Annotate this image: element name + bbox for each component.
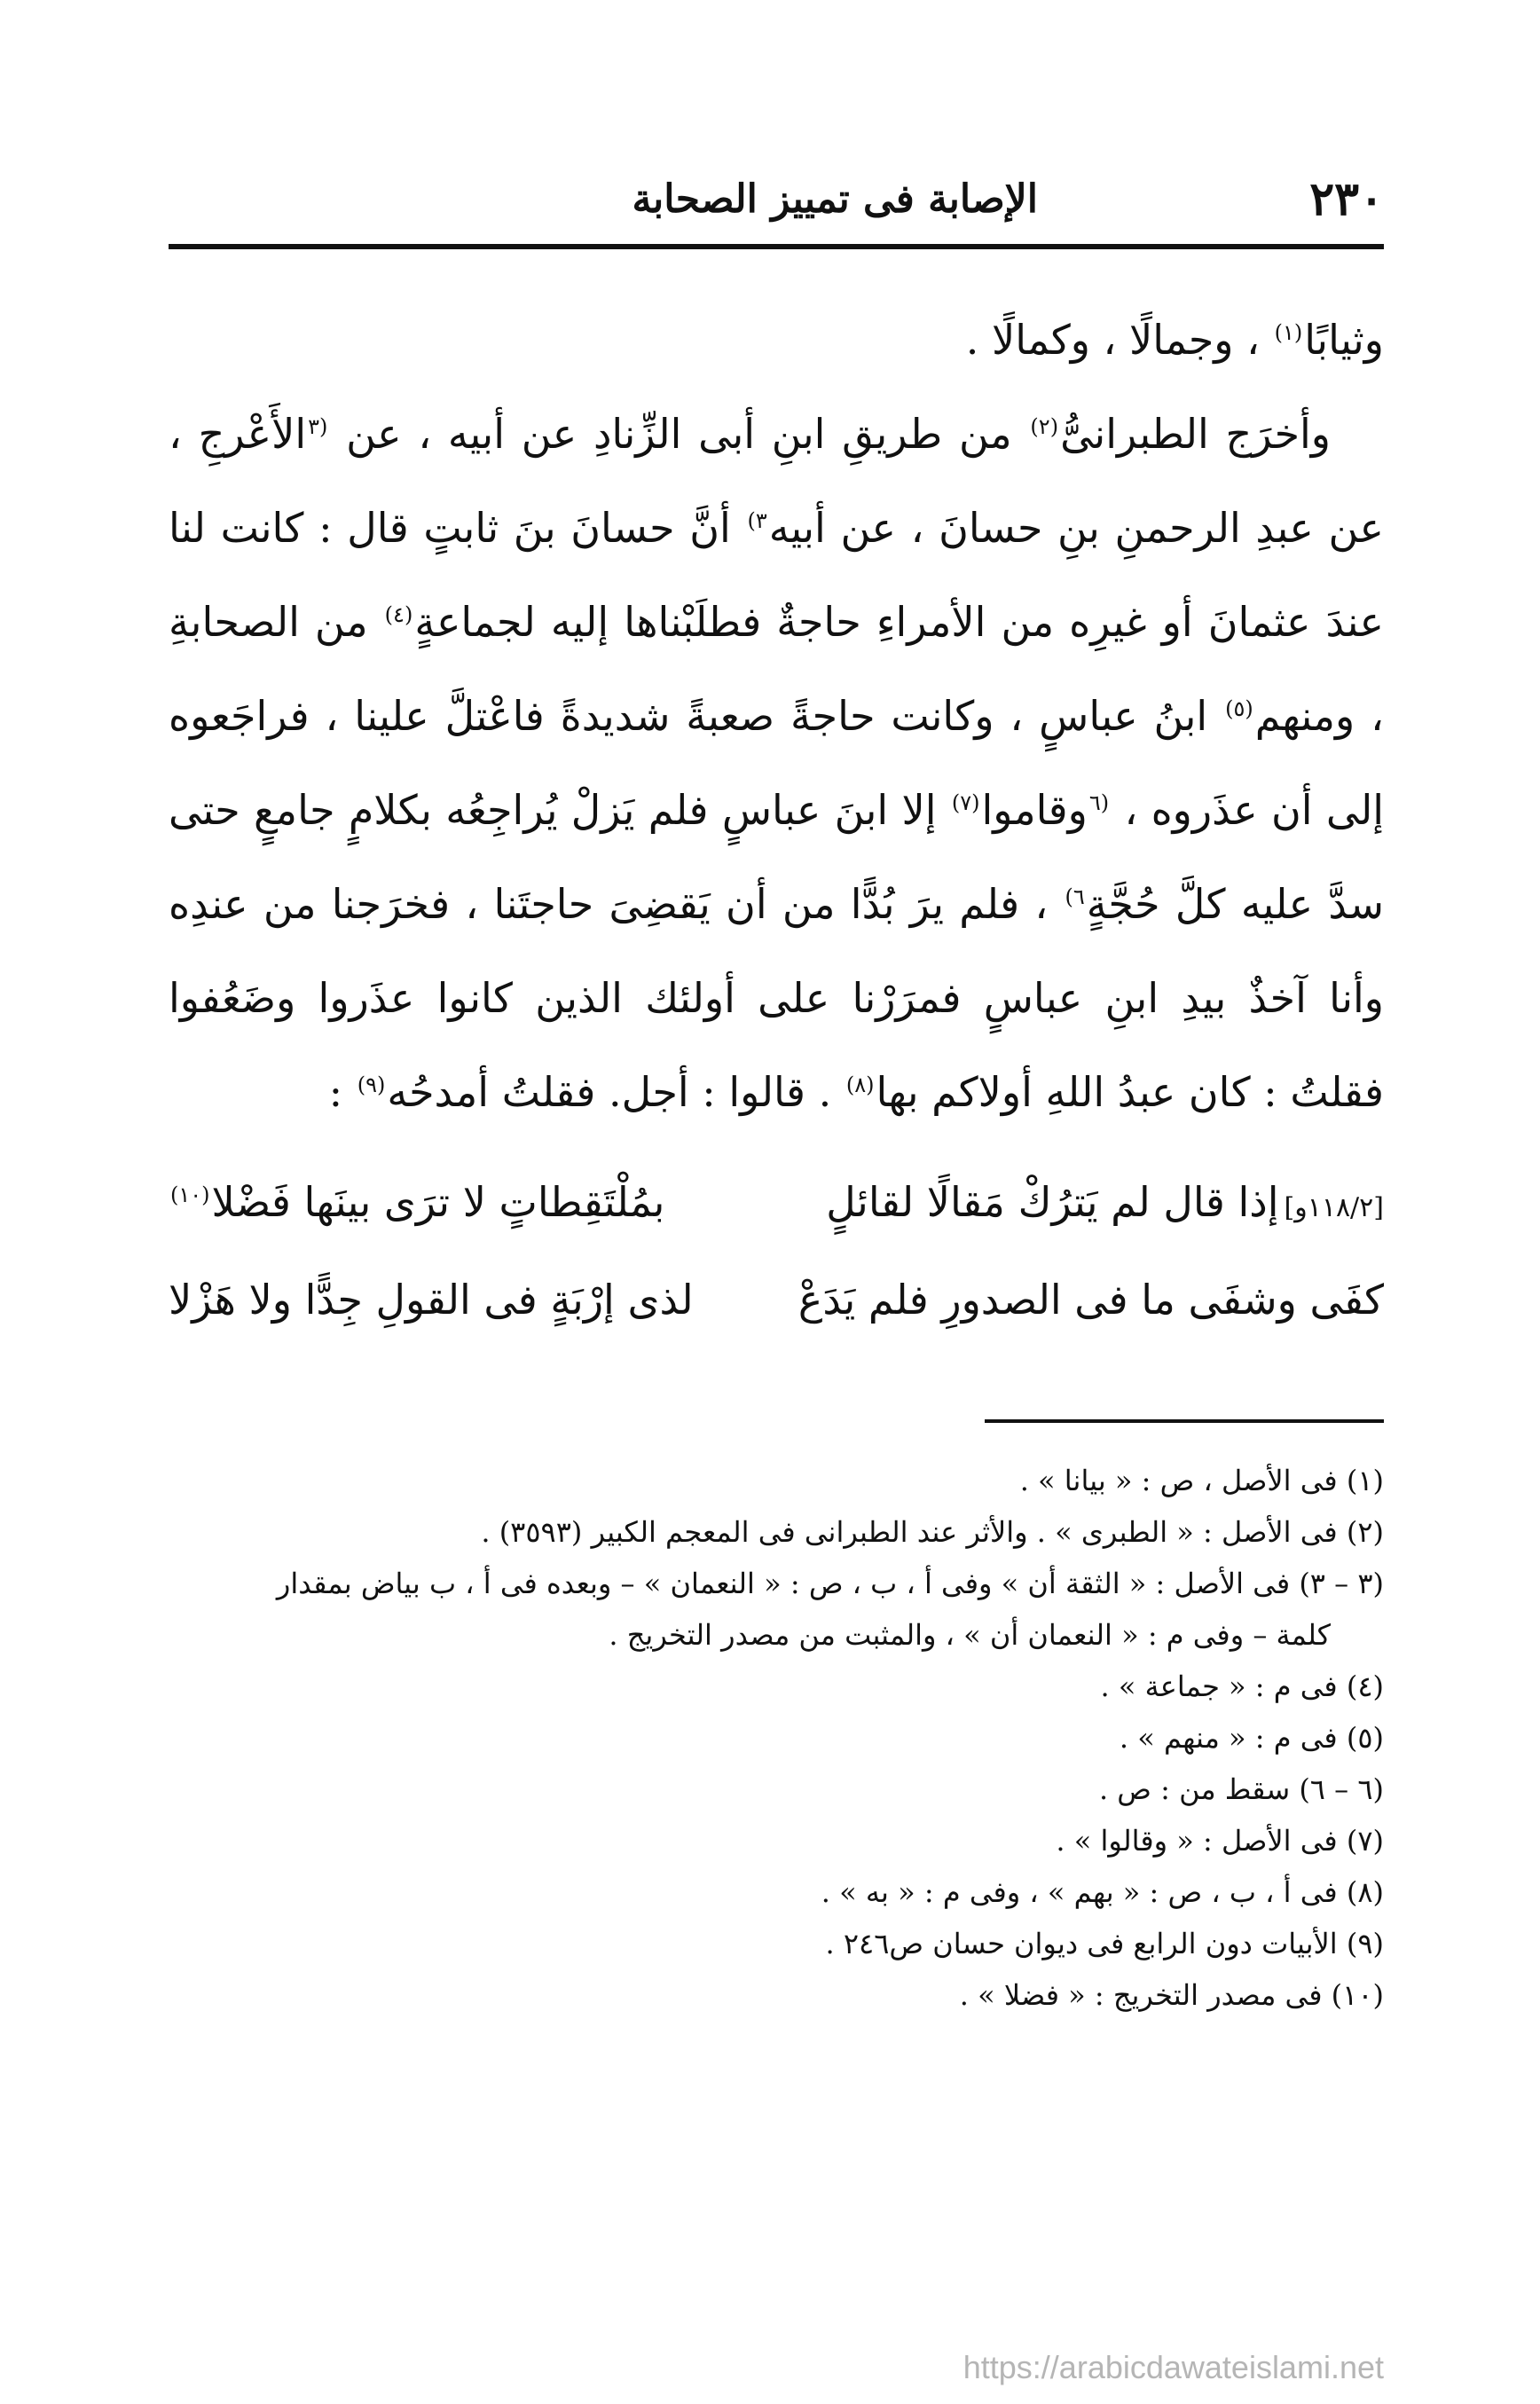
- footnote-ref[interactable]: (٩): [357, 1072, 386, 1097]
- text-run: . قالوا : أجل. فقلتُ أمدحُه: [387, 1068, 832, 1116]
- footnote-6: (٦ – ٦) سقط من : ص .: [1098, 1772, 1384, 1806]
- footnote-ref[interactable]: (٧): [951, 790, 980, 815]
- footnote-2: (٢) فى الأصل : « الطبرى » . والأثر عند الطبرانى فى المعجم الكبير (٣٥٩٣) .: [481, 1515, 1384, 1549]
- footnote-ref[interactable]: (٥): [1225, 695, 1253, 721]
- footnote-separator: [985, 1419, 1384, 1423]
- footnote-ref[interactable]: (٦: [1088, 790, 1110, 815]
- main-text: [169, 293, 1384, 1139]
- text-run: ، فلم يرَ بُدًّا من أن يَقضِىَ حاجتَنا ، فخرَجنا من عندِه وأنا آخذٌ بيدِ ابنِ عباسٍ فمرَرْنا على أولئك الذين كانوا عذَروا وضَعُفوا فقلتُ : كان عبدُ اللهِ أولاكم بها: [169, 880, 1384, 1116]
- hemistich-second: لذى إرْبَةٍ فى القولِ جِدًّا ولا هَزْلا: [169, 1276, 694, 1324]
- footnote-text: (٣ – ٣) فى الأصل : « الثقة أن » وفى أ ، ب ، ص : « النعمان » – وبعده فى أ ، ب بياض بمقدار: [276, 1567, 1384, 1600]
- footnote-continuation: كلمة – وفى م : « النعمان أن » ، والمثبت من مصدر التخريج .: [609, 1618, 1331, 1652]
- footnote-ref[interactable]: (٨): [845, 1072, 875, 1097]
- text-run: أنَّ حسانَ بنَ ثابتٍ قال : كانت لنا عندَ عثمانَ أو غيرِه من الأمراءِ حاجةٌ فطلَبْناها إليه لجماعةٍ: [169, 504, 1385, 646]
- paragraph-1: [169, 293, 1384, 387]
- text-run: من الصحابةِ ، ومنهم: [169, 598, 1384, 740]
- poem: [169, 1153, 1384, 1348]
- text-run: ابنُ عباسٍ ، وكانت حاجةً صعبةً شديدةً فاعْتلَّ علينا ، فراجَعوه إلى أن عذَروه ،: [169, 692, 1384, 834]
- text-run: :: [328, 1068, 343, 1116]
- footnote-ref[interactable]: (٢): [1030, 413, 1059, 439]
- footnote-8: (٨) فى أ ، ب ، ص : « بهم » ، وفى م : « به » .: [821, 1875, 1384, 1909]
- footnote-ref[interactable]: ٦): [1065, 884, 1085, 909]
- manuscript-ref: [١١٨/٢و]: [1284, 1192, 1384, 1223]
- header-rule: [169, 244, 1384, 249]
- hemistich-first: كفَى وشفَى ما فى الصدورِ فلم يَدَعْ: [798, 1276, 1384, 1324]
- footnote-ref[interactable]: (١٠): [170, 1182, 210, 1207]
- page-header: [169, 169, 1384, 231]
- hemistich-first: [826, 1153, 1384, 1257]
- text-run: من طريقِ ابنِ أبى الزِّنادِ عن أبيه ، عن: [346, 410, 1012, 458]
- hemistich-second: [169, 1153, 664, 1251]
- footnote-7: (٧) فى الأصل : « وقالوا » .: [1056, 1824, 1384, 1858]
- footnote-ref[interactable]: (١): [1274, 319, 1303, 345]
- text-run: وقاموا: [981, 786, 1088, 834]
- running-title: الإصابة فى تمييز الصحابة: [632, 177, 1038, 222]
- text-run: ، وجمالًا ، وكمالًا .: [965, 316, 1260, 364]
- footnote-4: (٤) فى م : « جماعة » .: [1100, 1669, 1384, 1703]
- footnote-10: (١٠) فى مصدر التخريج : « فضلا » .: [959, 1978, 1384, 2012]
- text-run: إلا ابنَ عباسٍ فلم يَزلْ يُراجِعُه بكلامٍ جامعٍ حتى سدَّ عليه كلَّ حُجَّةٍ: [169, 786, 1385, 928]
- paragraph-2: [169, 387, 1384, 1139]
- page-number: ٢٣٠: [1309, 172, 1384, 226]
- text-run: الأَعْرجِ ، عن عبدِ الرحمنِ بنِ حسانَ ، عن أبيه: [169, 410, 1384, 552]
- footnote-3: [169, 1558, 1384, 1661]
- footnote-ref[interactable]: (٣: [308, 413, 328, 439]
- footnote-9: (٩) الأبيات دون الرابع فى ديوان حسان ص٢٤٦ .: [825, 1927, 1384, 1960]
- footnote-ref[interactable]: ٣): [747, 507, 767, 533]
- watermark-url: https://arabicdawateislami.net: [962, 2349, 1384, 2385]
- verse-1: [169, 1153, 1384, 1251]
- footnotes: [169, 1455, 1384, 2021]
- hemistich-text: إذا قال لم يَترُكْ مَقالًا لقائلٍ: [826, 1178, 1279, 1226]
- footnote-ref[interactable]: (٤): [384, 601, 413, 627]
- text-run: وأخرَج الطبرانىُّ: [1060, 410, 1332, 458]
- hemistich-text: بمُلْتَقِطاتٍ لا ترَى بينَها فَضْلا: [211, 1178, 665, 1226]
- text-run: وثيابًا: [1304, 316, 1384, 364]
- footnote-1: (١) فى الأصل ، ص : « بيانا » .: [1019, 1464, 1384, 1497]
- footnote-5: (٥) فى م : « منهم » .: [1119, 1721, 1384, 1755]
- verse-2: [169, 1251, 1384, 1348]
